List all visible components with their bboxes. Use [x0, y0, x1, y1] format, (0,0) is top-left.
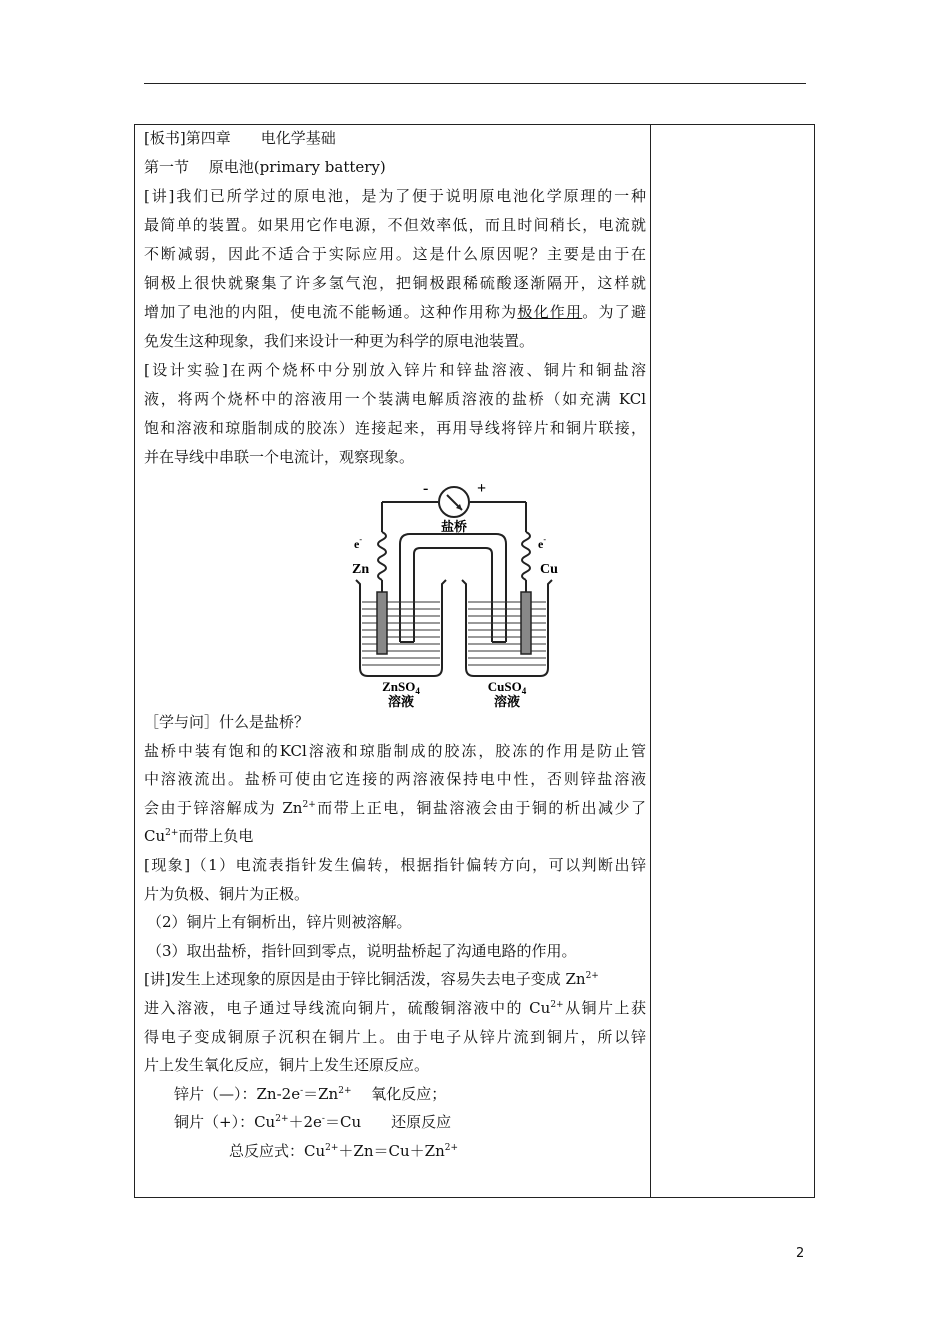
text-span: 而带上负电: [178, 827, 254, 846]
question-line: ［学与问］什么是盐桥？: [144, 713, 310, 731]
equation-line: [144, 1137, 646, 1166]
text-line: 得电子变成铜原子沉积在铜片上。由于电子从锌片流到铜片，所以锌: [144, 1027, 646, 1046]
galvanic-cell-diagram: [144, 472, 646, 708]
diagram-svg: [350, 472, 568, 708]
left-coil-icon: [378, 532, 386, 580]
superscript: 2+: [275, 1114, 289, 1125]
section-title-line: 第一节 原电池(primary battery): [144, 158, 386, 176]
text-line: 饱和溶液和琼脂制成的胶冻）连接起来，再用导线将锌片和铜片联接，: [144, 419, 646, 437]
text-span: [讲]发生上述现象的原因是由于锌比铜活泼，容易失去电子变成 Zn: [144, 970, 586, 989]
salt-bridge-label: 盐桥: [440, 519, 468, 534]
salt-bridge-inner: [414, 548, 492, 642]
superscript: 2+: [338, 1085, 352, 1096]
cuso4-label: CuSO$_4$: [487, 679, 527, 696]
text-line: 免发生这种现象，我们来设计一种更为科学的原电池装置。: [144, 332, 535, 350]
text-span: 从铜片上获: [563, 998, 646, 1017]
text-line: 片上发生氧化反应，铜片上发生还原反应。: [144, 1056, 430, 1075]
left-solution-word: 溶液: [387, 694, 415, 708]
text-span: 铜片（+）：Cu: [174, 1113, 276, 1132]
text-line: [144, 298, 646, 327]
text-span: Cu: [144, 827, 166, 846]
text-span: 增加了电池的内阻，使电流不能畅通。这种作用称为: [144, 303, 518, 321]
superscript: 2+: [550, 999, 564, 1010]
superscript: 2+: [325, 1142, 339, 1153]
superscript: 2+: [302, 799, 316, 810]
text-line: 并在导线中串联一个电流计，观察现象。: [144, 448, 415, 466]
board-title-line: [板书]第四章 电化学基础: [144, 129, 336, 147]
electron-left-label: e-: [354, 535, 362, 551]
text-line: [144, 994, 646, 1023]
text-line: 不断减弱，因此不适合于实际应用。这是什么原因呢？主要是由于在: [144, 245, 646, 263]
text-line: （3）取出盐桥，指针回到零点，说明盐桥起了沟通电路的作用。: [147, 941, 577, 960]
text-line: [144, 965, 646, 994]
equation-line: [144, 1080, 646, 1109]
text-line: [现象]（1）电流表指针发生偏转，根据指针偏转方向，可以判断出锌: [144, 855, 646, 874]
superscript: -: [321, 1114, 325, 1125]
text-span: 总反应式：Cu: [229, 1141, 326, 1160]
superscript: 2+: [585, 971, 599, 982]
text-span: 锌片（—）：Zn-2e: [174, 1084, 301, 1103]
text-line: [144, 794, 646, 823]
header-rule: [144, 83, 806, 84]
superscript: 2+: [165, 828, 179, 839]
text-line: [讲]我们已所学过的原电池，是为了便于说明原电池化学原理的一种: [144, 187, 646, 205]
text-line: 片为负极、铜片为正极。: [144, 884, 310, 903]
copper-electrode-icon: [521, 592, 531, 654]
text-line: 铜极上很快就聚集了许多氢气泡，把铜极跟稀硫酸逐渐隔开，这样就: [144, 274, 646, 292]
right-solution-word: 溶液: [493, 694, 521, 708]
text-line: 最简单的装置。如果用它作电源，不但效率低，而且时间稍长，电流就: [144, 216, 646, 234]
zinc-electrode-icon: [377, 592, 387, 654]
underlined-term: 极化作用: [517, 303, 583, 321]
text-span: 氧化反应；: [351, 1084, 447, 1103]
cu-label: Cu: [540, 562, 558, 577]
page-number: 2: [796, 1246, 805, 1261]
text-line: 盐桥中装有饱和的KCl溶液和琼脂制成的胶冻，胶冻的作用是防止管: [144, 741, 646, 760]
text-line: （2）铜片上有铜析出，锌片则被溶解。: [147, 913, 412, 932]
text-line: [144, 822, 646, 851]
zn-label: Zn: [352, 562, 370, 577]
text-span: ＝Zn: [303, 1084, 339, 1103]
electron-right-label: e-: [538, 535, 546, 551]
superscript: 2+: [444, 1142, 459, 1153]
plus-label: +: [477, 480, 487, 497]
text-span: 。为了避: [582, 303, 646, 321]
lesson-content: [144, 124, 646, 1166]
znso4-label: ZnSO$_4$: [382, 679, 420, 696]
text-span: 而带上正电，铜盐溶液会由于铜的析出减少了: [315, 798, 646, 817]
table-column-divider: [650, 124, 651, 1198]
minus-label: -: [423, 480, 429, 497]
right-coil-icon: [522, 532, 530, 580]
equation-line: [144, 1108, 646, 1137]
text-line: 液，将两个烧杯中的溶液用一个装满电解质溶液的盐桥（如充满 KCl: [144, 390, 646, 408]
text-span: 进入溶液，电子通过导线流向铜片，硫酸铜溶液中的 Cu: [144, 998, 551, 1017]
text-span: 会由于锌溶解成为 Zn: [144, 798, 303, 817]
text-span: ＋Zn＝Cu＋Zn: [338, 1141, 445, 1160]
text-line: [设计实验]在两个烧杯中分别放入锌片和锌盐溶液、铜片和铜盐溶: [144, 361, 646, 379]
superscript: -: [300, 1085, 304, 1096]
text-span: ＋2e: [288, 1113, 322, 1132]
text-line: 中溶液流出。盐桥可使由它连接的两溶液保持电中性，否则锌盐溶液: [144, 770, 646, 789]
text-span: ＝Cu 还原反应: [324, 1113, 452, 1132]
